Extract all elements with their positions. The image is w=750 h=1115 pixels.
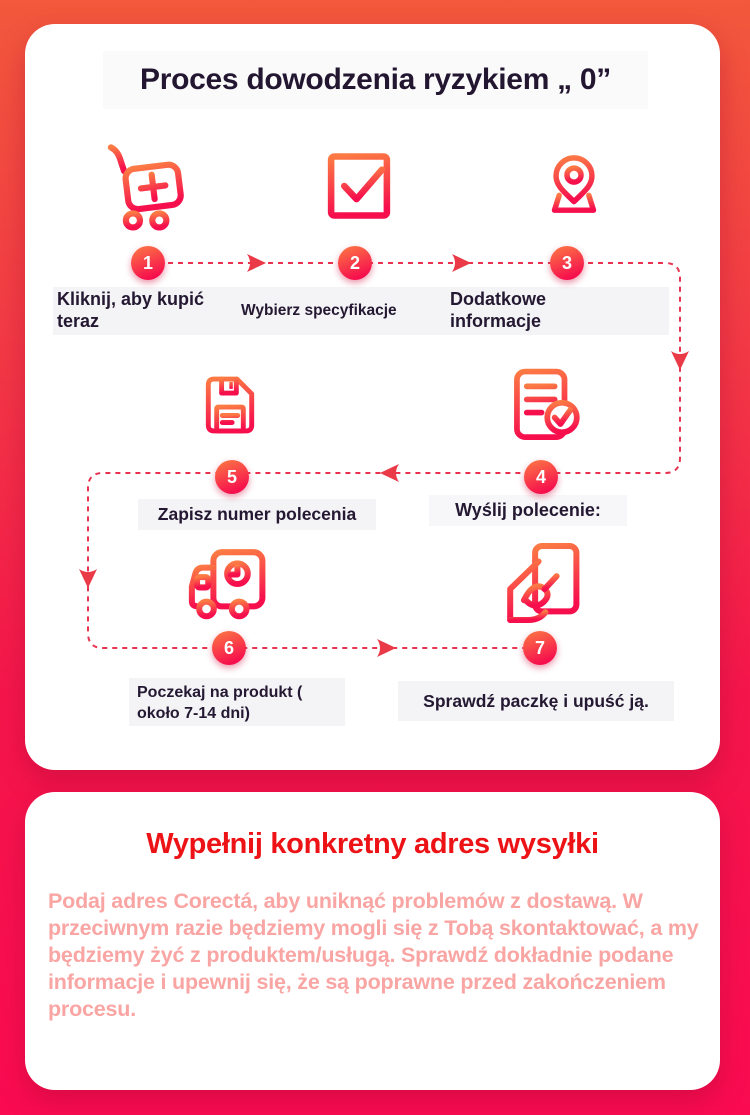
step-number: 3 [561,252,572,273]
process-flow-connector [25,24,720,770]
step-number: 7 [534,637,545,658]
step-number: 6 [223,637,234,658]
step-label-7: Sprawdź paczkę i upuść ją. [398,681,674,721]
step-label-5: Zapisz numer polecenia [138,499,376,530]
step-badge-7 [523,631,557,665]
step-badge-5 [215,460,249,494]
address-body-text: Podaj adres Corectá, aby uniknąć problemów z dostawą. W przeciwnym razie będziemy mogli się z Tobą skontaktować, a my będziemy żyć z produktem/usługą. Sprawdź dokładnie podane informacje i upewnij się, że są poprawne przed zakończeniem procesu. [48,889,699,1021]
step-label-2: Wybierz specyfikacje [241,302,397,319]
step-badge-1 [131,246,165,280]
process-title: Proces dowodzenia ryzykiem „ 0” [140,63,611,96]
step-label-1: Kliknij, aby kupić teraz [57,289,205,331]
address-heading: Wypełnij konkretny adres wysyłki [146,828,599,860]
step-number: 5 [226,466,237,487]
step-number: 2 [349,252,360,273]
step-number: 1 [142,252,153,273]
step-label-3: Dodatkowe informacje [450,289,547,331]
step-badge-4 [524,460,558,494]
step-badge-2 [338,246,372,280]
step-number: 4 [535,466,546,487]
step-badge-6 [212,631,246,665]
process-card [25,24,720,770]
address-card [25,792,720,1090]
step-badge-3 [550,246,584,280]
step-label-6: Poczekaj na produkt ( około 7-14 dni) [129,678,345,726]
step-label-4: Wyślij polecenie: [429,495,627,526]
